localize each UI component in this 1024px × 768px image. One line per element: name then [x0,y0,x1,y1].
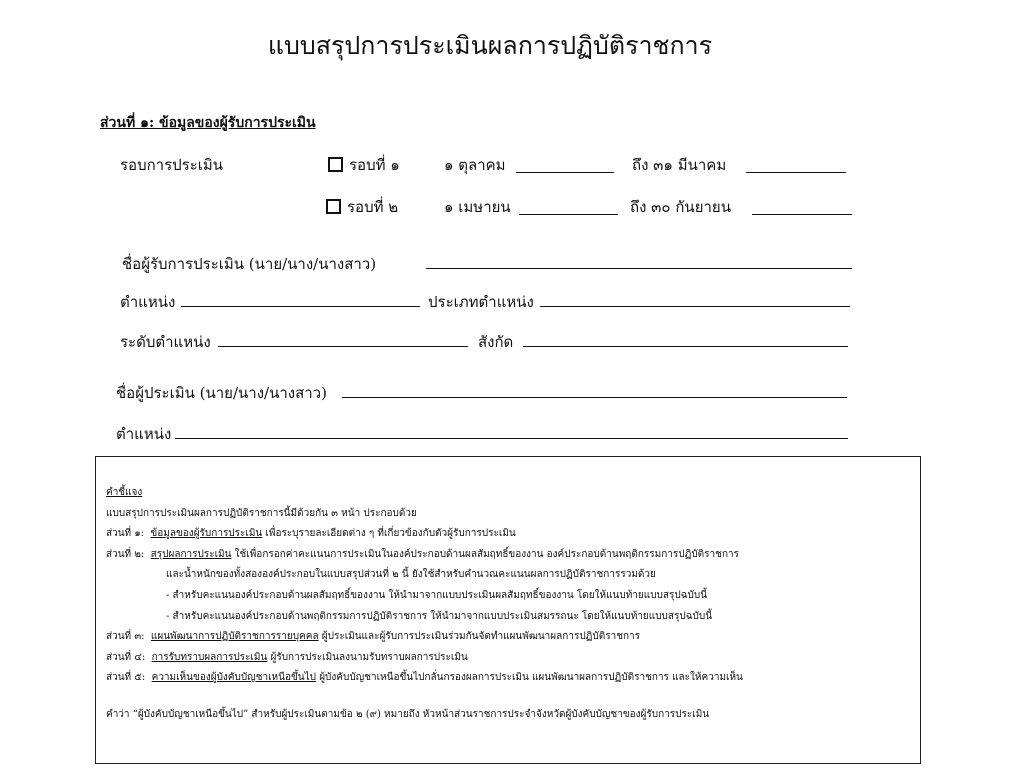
part-2-text: ใช้เพื่อกรอกค่าคะแนนการประเมินในองค์ประกอบด้านผลสัมฤทธิ์ของงาน องค์ประกอบด้านพฤติกรรมการปฏิบัติราชการ [231,548,739,560]
evaluatee-name-label: ชื่อผู้รับการประเมิน (นาย/นาง/นางสาว) [122,255,377,273]
part-4-text: ผู้รับการประเมินลงนามรับทราบผลการประเมิน [267,651,468,663]
round-1-from-blank[interactable] [516,172,614,173]
position-level-label: ระดับตำแหน่ง [120,333,211,351]
instructions-box [95,456,921,764]
round-1-label: รอบที่ ๑ [349,156,400,174]
round-2-from: ๑ เมษายน [444,198,511,216]
part-1-title: ข้อมูลของผู้รับการประเมิน [150,528,263,540]
round-2-checkbox[interactable] [326,199,341,214]
part-5-prefix: ส่วนที่ ๕: [106,672,146,684]
part-2-title: สรุปผลการประเมิน [150,548,232,560]
page-title: แบบสรุปการประเมินผลการปฏิบัติราชการ [267,31,713,60]
round-1-to-blank[interactable] [746,172,846,173]
round-1-checkbox[interactable] [328,157,343,172]
position-label: ตำแหน่ง [120,293,176,311]
part-1-text: เพื่อระบุรายละเอียดต่าง ๆ ที่เกี่ยวข้องกับตัวผู้รับการประเมิน [262,528,516,540]
evaluator-name-label: ชื่อผู้ประเมิน (นาย/นาง/นางสาว) [116,384,327,402]
instructions-part-4 [106,648,912,669]
part-4-prefix: ส่วนที่ ๔: [106,651,146,663]
round-2-to-blank[interactable] [752,214,852,215]
instructions-part-2-cont: และน้ำหนักของทั้งสององค์ประกอบในแบบสรุปส่วนที่ ๒ นี้ ยังใช้สำหรับคำนวณคะแนนผลการปฏิบัติราชการรวมด้วย [166,569,656,581]
instructions-part-2-sub-2: - สำหรับคะแนนองค์ประกอบด้านพฤติกรรมการปฏิบัติราชการ ให้นำมาจากแบบประเมินสมรรถนะ โดยให้แนบท้ายแบบสรุปฉบับนี้ [166,610,713,622]
evaluator-name-field[interactable] [342,397,847,398]
round-1-option[interactable] [328,153,400,177]
affiliation-label: สังกัด [478,333,514,351]
position-level-field[interactable] [218,346,468,347]
part-3-text: ผู้ประเมินและผู้รับการประเมินร่วมกันจัดทำแผนพัฒนาผลการปฏิบัติราชการ [318,631,641,643]
instructions-note: คำว่า “ผู้บังคับบัญชาเหนือขึ้นไป” สำหรับผู้ประเมินตามข้อ ๒ (๙) หมายถึง หัวหน้าส่วนราชการประจำจังหวัดผู้บังคับบัญชาของผู้รับการประเมิน [106,708,710,720]
position-type-field[interactable] [540,306,850,307]
instructions-intro: แบบสรุปการประเมินผลการปฏิบัติราชการนี้มีด้วยกัน ๓ หน้า ประกอบด้วย [106,507,417,519]
round-2-to: ถึง ๓๐ กันยายน [630,198,731,216]
part-4-title: การรับทราบผลการประเมิน [151,651,268,663]
position-field[interactable] [181,306,420,307]
evaluator-position-label: ตำแหน่ง [116,425,172,443]
evaluatee-name-field[interactable] [426,268,852,269]
instructions-part-3 [106,627,912,648]
round-2-label: รอบที่ ๒ [347,198,399,216]
part-1-prefix: ส่วนที่ ๑: [106,528,145,540]
part-3-title: แผนพัฒนาการปฏิบัติราชการรายบุคคล [150,631,319,643]
instructions-heading: คำชี้แจง [106,487,143,498]
evaluator-position-field[interactable] [175,438,848,439]
round-1-to: ถึง ๓๑ มีนาคม [632,156,727,174]
round-2-option[interactable] [326,195,398,219]
part-5-title: ความเห็นของผู้บังคับบัญชาเหนือขึ้นไป [151,672,317,684]
part-3-prefix: ส่วนที่ ๓: [106,631,145,643]
affiliation-field[interactable] [523,346,848,347]
part-5-text: ผู้บังคับบัญชาเหนือขึ้นไปกลั่นกรองผลการประเมิน แผนพัฒนาผลการปฏิบัติราชการ และให้ความเห็น [316,672,743,684]
position-type-label: ประเภทตำแหน่ง [428,293,534,311]
instructions-part-2 [106,545,912,566]
section-1-heading: ส่วนที่ ๑: ข้อมูลของผู้รับการประเมิน [100,115,316,131]
round-label: รอบการประเมิน [120,156,224,174]
round-2-from-blank[interactable] [519,214,618,215]
instructions-part-1 [106,524,912,545]
part-2-prefix: ส่วนที่ ๒: [106,548,145,560]
instructions-part-5 [106,668,912,689]
round-1-from: ๑ ตุลาคม [444,156,506,174]
instructions-part-2-sub-1: - สำหรับคะแนนองค์ประกอบด้านผลสัมฤทธิ์ของงาน ให้นำมาจากแบบประเมินผลสัมฤทธิ์ของงาน โดยให้แนบท้ายแบบสรุปฉบับนี้ [166,589,708,601]
